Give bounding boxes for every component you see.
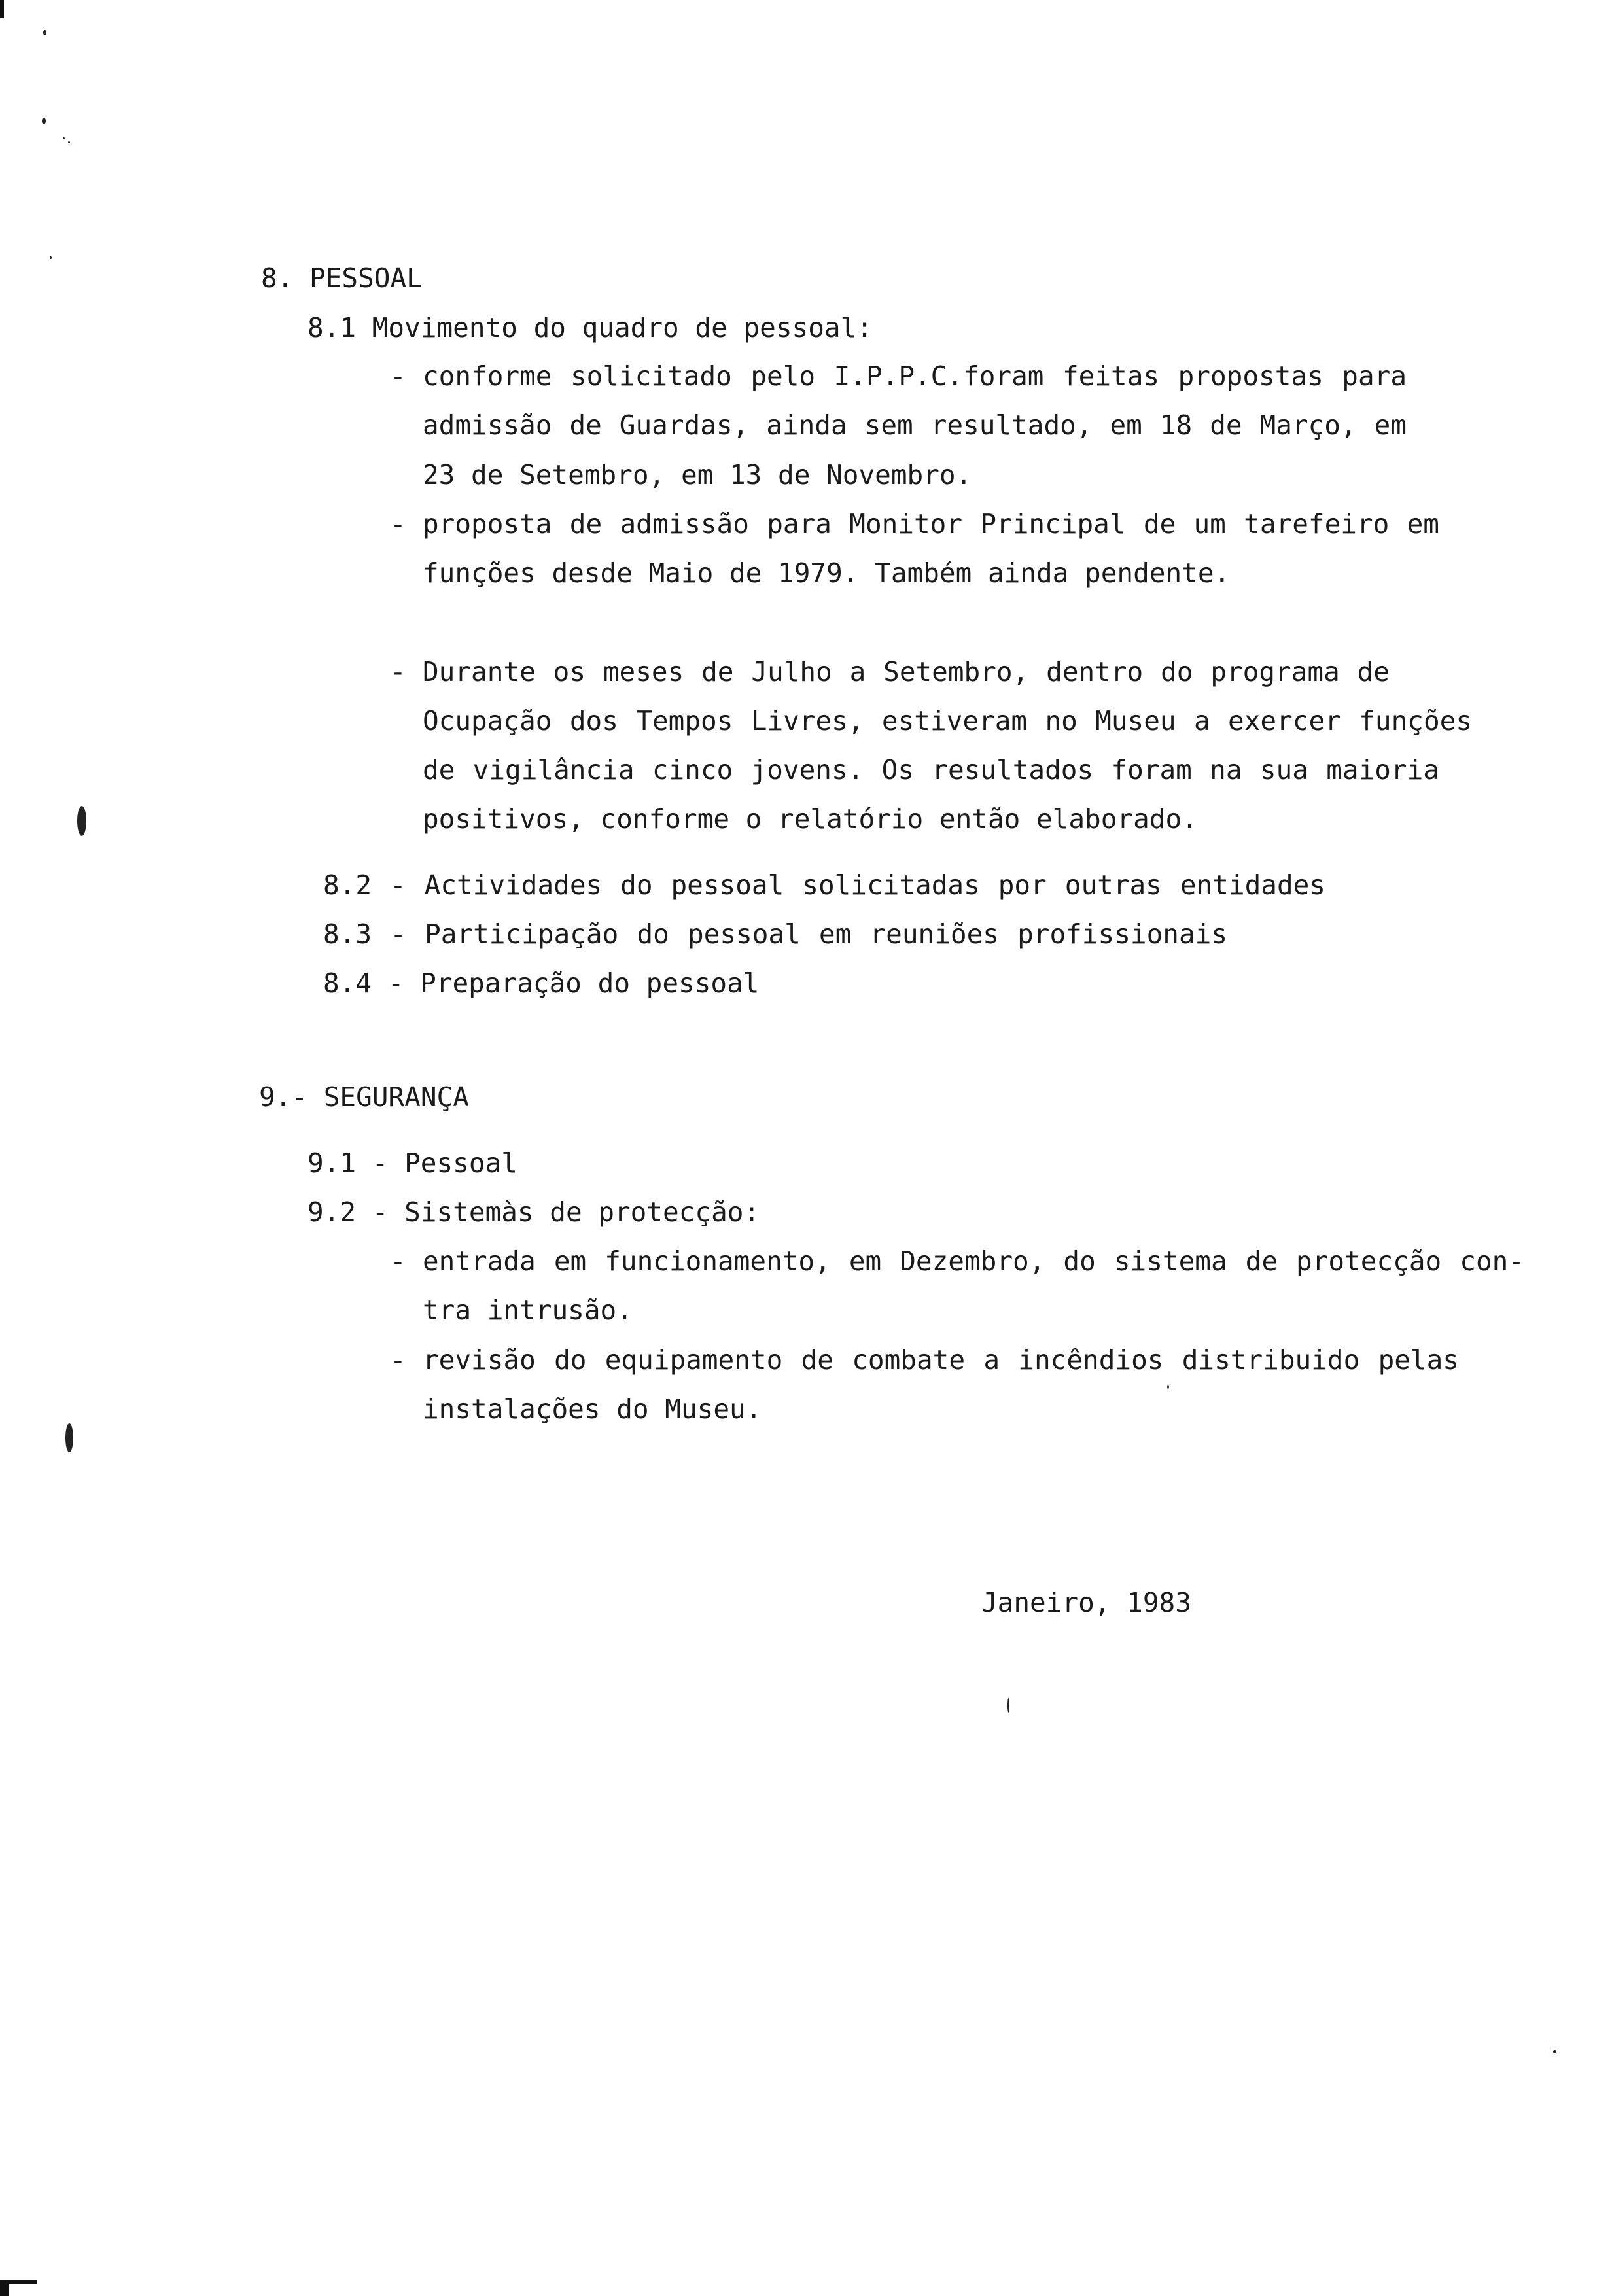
scan-edge-mark — [0, 2284, 9, 2296]
scan-speck — [42, 118, 46, 124]
list-item-line: Durante os meses de Julho a Setembro, dentro do programa de — [423, 656, 1390, 687]
list-item-line: de vigilância cinco jovens. Os resultados foram na sua maioria — [423, 754, 1439, 786]
list-item-line: 23 de Setembro, em 13 de Novembro. — [423, 459, 972, 491]
scan-speck — [68, 141, 70, 143]
subsection-8-4: 8.4 - Preparação do pessoal — [323, 967, 760, 999]
section-8-heading: 8. PESSOAL — [261, 262, 423, 294]
subsection-9-2-heading: 9.2 - Sistemàs de protecção: — [307, 1196, 760, 1228]
list-dash: - — [390, 1344, 406, 1376]
binding-hole-mark — [77, 806, 86, 836]
list-dash: - — [390, 508, 406, 540]
scan-speck — [50, 256, 52, 259]
scan-speck — [1167, 1385, 1169, 1389]
list-item-line: conforme solicitado pelo I.P.P.C.foram feitas propostas para — [423, 360, 1407, 392]
subsection-8-1-heading: 8.1 Movimento do quadro de pessoal: — [307, 312, 873, 343]
list-item-line: entrada em funcionamento, em Dezembro, do sistema de protecção con- — [423, 1245, 1524, 1277]
list-dash: - — [390, 1245, 406, 1277]
subsection-9-1: 9.1 - Pessoal — [307, 1147, 517, 1179]
document-date: Janeiro, 1983 — [981, 1587, 1191, 1618]
list-item-line: instalações do Museu. — [423, 1393, 762, 1425]
scan-speck — [43, 30, 46, 35]
scan-speck — [1553, 2050, 1556, 2053]
list-item-line: admissão de Guardas, ainda sem resultado, em 18 de Março, em — [423, 409, 1407, 441]
list-item-line: Ocupação dos Tempos Livres, estiveram no Museu a exercer funções — [423, 705, 1472, 737]
scan-edge-mark — [0, 0, 4, 18]
list-item-line: tra intrusão. — [423, 1295, 633, 1326]
binding-hole-mark — [65, 1423, 73, 1452]
section-9-heading: 9.- SEGURANÇA — [259, 1081, 469, 1113]
subsection-8-2: 8.2 - Actividades do pessoal solicitadas por outras entidades — [323, 869, 1325, 901]
scan-speck — [1008, 1698, 1009, 1713]
list-item-line: funções desde Maio de 1979. Também ainda pendente. — [423, 557, 1231, 589]
list-item-line: proposta de admissão para Monitor Principal de um tarefeiro em — [423, 508, 1439, 540]
list-item-line: revisão do equipamento de combate a incêndios distribuido pelas — [423, 1344, 1459, 1376]
list-item-line: positivos, conforme o relatório então elaborado. — [423, 803, 1198, 835]
list-dash: - — [390, 360, 406, 392]
scan-speck — [63, 137, 65, 139]
subsection-8-3: 8.3 - Participação do pessoal em reuniões profissionais — [323, 918, 1227, 950]
list-dash: - — [390, 656, 406, 687]
